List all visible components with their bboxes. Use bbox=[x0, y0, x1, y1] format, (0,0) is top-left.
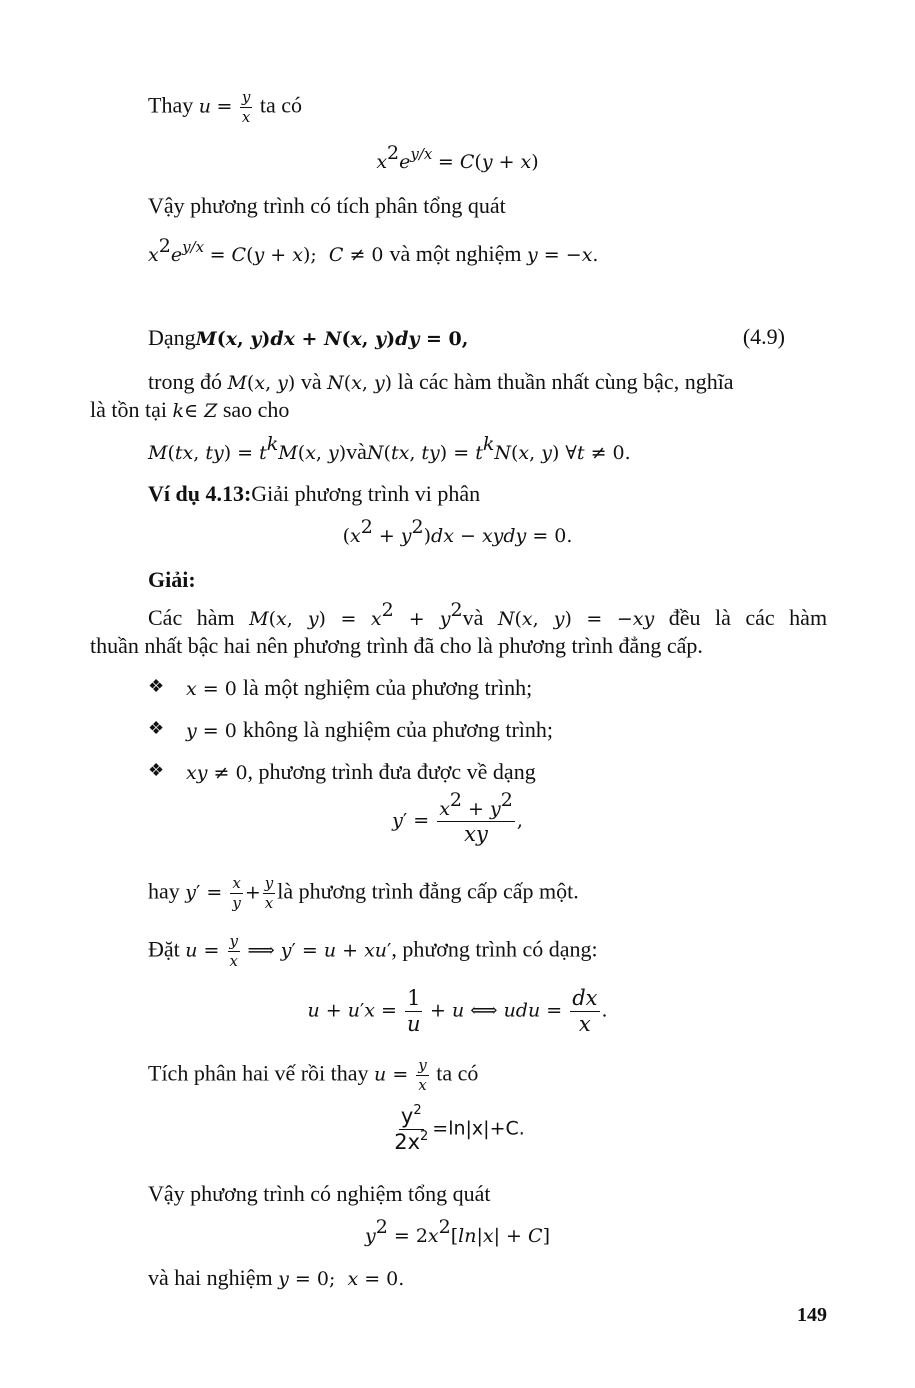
example-title: Ví dụ 4.13: bbox=[148, 481, 252, 506]
equation-general-solution: $y^2 = 2x^2[\ln|x| + C]$ bbox=[365, 1216, 550, 1247]
line-thuan-nhat: thuần nhất bậc hai nên phương trình đã cho là phương trình đẳng cấp. bbox=[90, 633, 703, 658]
line-thay-u: Thay u = $\frac{y}{x}$ ta có bbox=[148, 88, 303, 126]
line-trong-do: trong đó M(x, y) và N(x, y) là các hàm thuần nhất cùng bậc, nghĩa bbox=[148, 369, 734, 394]
line-vi-du: Ví dụ 4.13:Giải phương trình vi phân bbox=[148, 481, 481, 506]
line-general-integral: $x^2e^{y/x} = C(y + x)$; C ≠ 0 và một nghiệm y = −x. bbox=[148, 235, 599, 266]
line-hai-nghiem: và hai nghiệm y = 0; x = 0. bbox=[148, 1265, 405, 1290]
diamond-bullet-icon: ❖ bbox=[148, 760, 165, 780]
line-hay: hay y′ = $\frac{x}{y}$ + $\frac{y}{x}$ là phương trình đẳng cấp cấp một. bbox=[148, 874, 579, 912]
equation-example: $(x^2 + y^2)dx$ − xydy = 0. bbox=[342, 516, 573, 547]
equation-general-1: $x^2e^{y/x} = C(y + x)$ bbox=[376, 142, 539, 173]
fraction-y-over-x: $\frac{y}{x}$ bbox=[241, 88, 251, 126]
diamond-bullet-icon: ❖ bbox=[148, 676, 165, 696]
line-ton-tai: là tồn tại k∈ Z sao cho bbox=[90, 397, 290, 422]
line-cac-ham: Các hàm M(x, $y) = x^2$ + $y^2và$ N(x, y) = −xy đều là các hàm bbox=[148, 599, 828, 630]
line-dang-4-9: DạngM(x, y)dx + N(x, y)dy = 0, bbox=[148, 325, 469, 350]
line-tich-phan: Tích phân hai vế rồi thay u = $\frac{y}{x}$ ta có bbox=[148, 1056, 479, 1094]
bullet-item-3: xy ≠ 0, phương trình đưa được về dạng bbox=[186, 759, 536, 784]
equation-y-prime: y′ = $\frac{x^2 + y^2}{xy}$ , bbox=[392, 789, 523, 846]
heading-giai: Giải: bbox=[148, 567, 196, 592]
equation-integrated: $\frac{y^2}{2x^2}$ =ln|x|+C. bbox=[394, 1103, 525, 1154]
diamond-bullet-icon: ❖ bbox=[148, 718, 165, 738]
line-vay-nghiem: Vậy phương trình có nghiệm tổng quát bbox=[148, 1181, 491, 1206]
equation-separable: u + u′x = $\frac{1}{u}$ + u ⟺ udu = $\frac{dx}{x}$ . bbox=[307, 986, 608, 1036]
equation-number: (4.9) bbox=[742, 324, 785, 349]
bullet-item-1: x = 0 là một nghiệm của phương trình; bbox=[186, 675, 533, 700]
page-number: 149 bbox=[797, 1304, 827, 1326]
bullet-item-2: y = 0 không là nghiệm của phương trình; bbox=[186, 717, 553, 742]
line-vay-tp: Vậy phương trình có tích phân tổng quát bbox=[148, 193, 506, 218]
line-dat: Đặt u = $\frac{y}{x}$ ⟹ y′ = u + xu′, phương trình có dạng: bbox=[148, 932, 598, 970]
line-homogeneous-def: M(tx, $ty) = t^kM(x$, y)vàN(tx, $ty) = t^kN(x$, y) ∀t ≠ 0. bbox=[148, 433, 631, 464]
